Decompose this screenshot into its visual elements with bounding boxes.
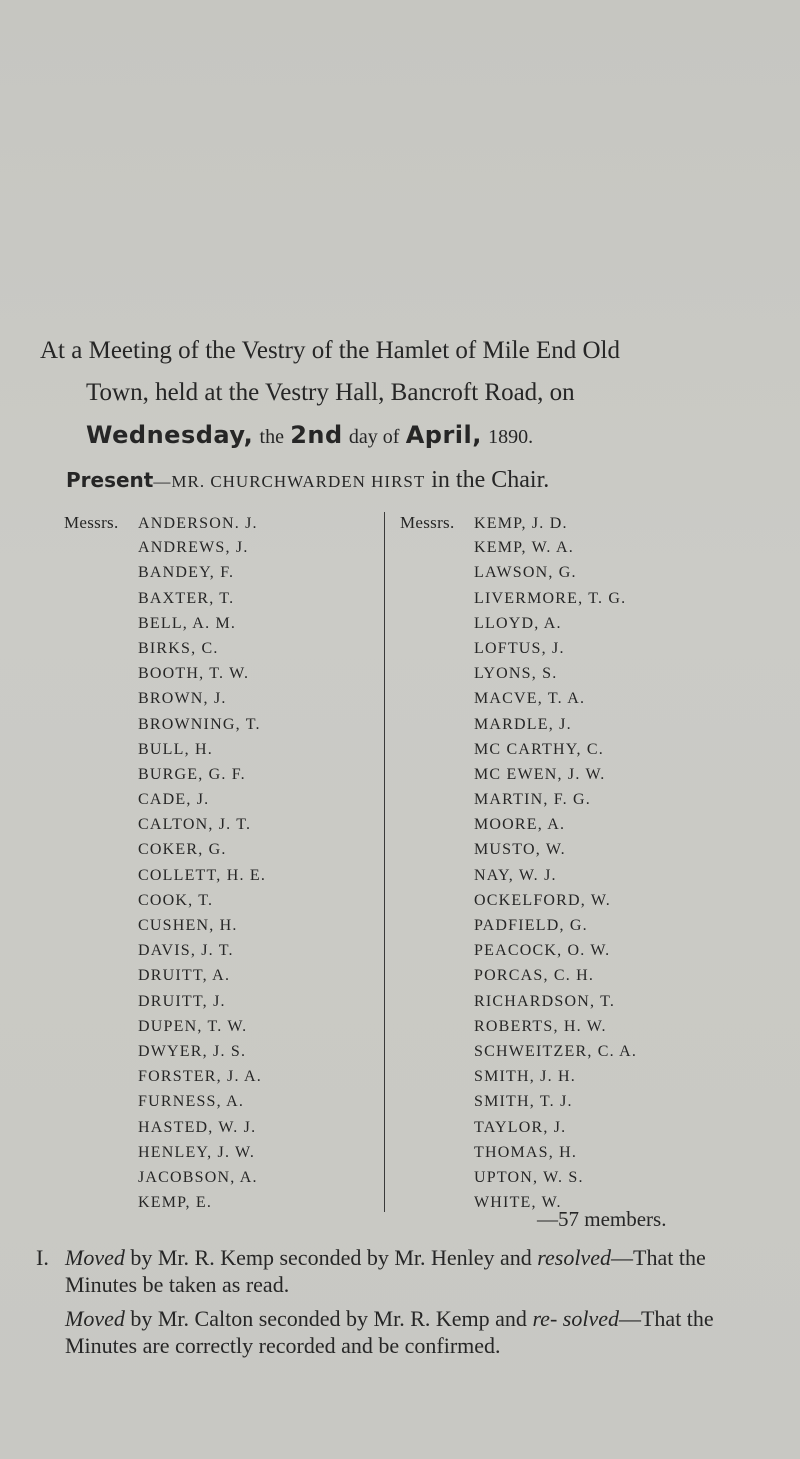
attendee-name: CUSHEN, H. bbox=[138, 917, 238, 934]
attendee-name: BROWNING, T. bbox=[138, 715, 261, 733]
attendee-name: FORSTER, J. A. bbox=[138, 1068, 262, 1086]
attendee-row bbox=[400, 888, 637, 913]
attendee-name: MOORE, A. bbox=[474, 816, 566, 834]
attendee-row bbox=[64, 787, 266, 812]
attendee-row bbox=[400, 989, 637, 1014]
attendee-row bbox=[64, 963, 266, 988]
chair-name: —MR. CHURCHWARDEN HIRST bbox=[153, 472, 426, 491]
item2-text-1: by Mr. Calton seconded by Mr. R. Kemp and bbox=[130, 1306, 527, 1331]
attendee-row bbox=[400, 1165, 637, 1190]
attendee-row bbox=[400, 837, 637, 862]
attendee-name: LAWSON, G. bbox=[474, 564, 577, 582]
minute-item-1 bbox=[36, 1244, 736, 1298]
attendance-right-column bbox=[400, 510, 637, 1215]
attendee-name: DRUITT, A. bbox=[138, 967, 231, 985]
month: April, bbox=[405, 421, 482, 449]
present-line bbox=[66, 467, 549, 494]
attendee-row bbox=[64, 837, 266, 862]
attendee-row bbox=[64, 1165, 266, 1190]
chair-suffix: in the Chair. bbox=[431, 467, 550, 493]
attendee-row bbox=[64, 712, 266, 737]
attendee-name: BULL, H. bbox=[138, 740, 213, 758]
attendee-name: LYONS, S. bbox=[474, 665, 558, 683]
member-total: —57 members. bbox=[537, 1207, 667, 1231]
attendee-name: PADFIELD, G. bbox=[474, 917, 588, 934]
attendee-row bbox=[400, 787, 637, 812]
attendee-name: BELL, A. M. bbox=[138, 614, 237, 632]
attendee-row bbox=[64, 510, 266, 535]
attendee-name: LOFTUS, J. bbox=[474, 639, 565, 657]
date-the: the bbox=[259, 426, 284, 448]
attendance-left-column bbox=[64, 510, 266, 1215]
minute-item-2 bbox=[36, 1305, 736, 1359]
attendee-name: HENLEY, J. W. bbox=[138, 1143, 256, 1161]
attendee-row bbox=[400, 1039, 637, 1064]
attendee-row bbox=[400, 712, 637, 737]
attendee-row bbox=[64, 1115, 266, 1140]
moved-word: Moved bbox=[65, 1245, 125, 1270]
attendee-name: PEACOCK, O. W. bbox=[474, 942, 611, 960]
attendee-row bbox=[64, 812, 266, 837]
attendee-name: BIRKS, C. bbox=[138, 639, 219, 657]
messrs-label: Messrs. bbox=[400, 513, 455, 532]
attendee-row bbox=[400, 636, 637, 661]
attendee-row bbox=[400, 1089, 637, 1114]
attendee-row bbox=[64, 888, 266, 913]
attendee-row bbox=[400, 1014, 637, 1039]
attendee-row bbox=[400, 863, 637, 888]
attendee-name: DUPEN, T. W. bbox=[138, 1017, 248, 1035]
item1-text-1: by Mr. R. Kemp seconded by Mr. Henley and bbox=[130, 1245, 532, 1270]
attendee-name: BURGE, G. F. bbox=[138, 765, 246, 783]
attendee-row bbox=[400, 812, 637, 837]
item2-text-2: —That the Minutes are correctly recorded and be confirmed. bbox=[65, 1306, 714, 1358]
attendee-name: CALTON, J. T. bbox=[138, 816, 252, 834]
attendee-row bbox=[64, 611, 266, 636]
attendee-name: SMITH, J. H. bbox=[474, 1068, 576, 1086]
resolved-word: resolved bbox=[537, 1245, 612, 1270]
moved-word-2: Moved bbox=[65, 1306, 125, 1331]
attendee-name: BANDEY, F. bbox=[138, 564, 235, 582]
attendee-row bbox=[400, 938, 637, 963]
attendee-row bbox=[64, 560, 266, 585]
meeting-heading bbox=[40, 330, 730, 458]
item1-text-2: —That the Minutes be taken as read. bbox=[65, 1245, 706, 1297]
attendee-row bbox=[400, 611, 637, 636]
attendee-row bbox=[400, 737, 637, 762]
attendee-row bbox=[64, 686, 266, 711]
attendee-name: THOMAS, H. bbox=[474, 1143, 578, 1161]
attendee-name: UPTON, W. S. bbox=[474, 1168, 584, 1186]
attendee-name: MACVE, T. A. bbox=[474, 690, 586, 708]
attendee-name: WHITE, W. bbox=[474, 1194, 562, 1212]
attendee-name: COKER, G. bbox=[138, 841, 227, 859]
attendee-row bbox=[400, 686, 637, 711]
attendee-name: MC CARTHY, C. bbox=[474, 740, 604, 758]
attendee-name: BOOTH, T. W. bbox=[138, 665, 250, 683]
year: 1890. bbox=[488, 426, 534, 448]
attendee-name: MARDLE, J. bbox=[474, 715, 572, 733]
attendee-name: PORCAS, C. H. bbox=[474, 967, 595, 985]
attendee-row bbox=[400, 963, 637, 988]
attendee-row bbox=[64, 1089, 266, 1114]
weekday: Wednesday, bbox=[86, 421, 254, 449]
resolved-word-2: re- solved bbox=[532, 1306, 619, 1331]
attendee-row bbox=[64, 938, 266, 963]
attendee-name: SCHWEITZER, C. A. bbox=[474, 1042, 638, 1060]
attendee-name: KEMP, E. bbox=[138, 1194, 213, 1212]
attendee-row bbox=[400, 1064, 637, 1089]
attendee-name: HASTED, W. J. bbox=[138, 1118, 257, 1136]
attendee-name: DAVIS, J. T. bbox=[138, 942, 234, 960]
attendee-row bbox=[64, 1039, 266, 1064]
attendee-name: TAYLOR, J. bbox=[474, 1118, 567, 1136]
attendee-row bbox=[400, 762, 637, 787]
attendee-row bbox=[64, 762, 266, 787]
attendee-row bbox=[400, 913, 637, 938]
attendee-row bbox=[64, 737, 266, 762]
date-day-of: day of bbox=[348, 426, 400, 448]
attendee-row bbox=[400, 1115, 637, 1140]
attendee-name: ROBERTS, H. W. bbox=[474, 1017, 607, 1035]
attendee-row bbox=[64, 1064, 266, 1089]
attendee-row bbox=[400, 510, 637, 535]
messrs-label: Messrs. bbox=[64, 513, 119, 532]
heading-line-2: Town, held at the Vestry Hall, Bancroft Road, on bbox=[86, 379, 575, 406]
attendee-name: JACOBSON, A. bbox=[138, 1168, 258, 1186]
attendee-row bbox=[64, 1014, 266, 1039]
attendee-row bbox=[400, 560, 637, 585]
attendee-row bbox=[400, 535, 637, 560]
attendee-name: CADE, J. bbox=[138, 791, 210, 809]
minutes-section bbox=[36, 1244, 736, 1366]
attendee-name: DRUITT, J. bbox=[138, 992, 226, 1010]
attendee-row bbox=[64, 661, 266, 686]
day-number: 2nd bbox=[290, 421, 343, 449]
attendee-row bbox=[64, 1190, 266, 1215]
attendee-row bbox=[64, 586, 266, 611]
attendee-name: KEMP, W. A. bbox=[474, 539, 574, 557]
heading-line-1: At a Meeting of the Vestry of the Hamlet of Mile End Old bbox=[40, 337, 620, 364]
attendee-row bbox=[64, 989, 266, 1014]
attendee-name: MUSTO, W. bbox=[474, 841, 566, 859]
attendee-name: KEMP, J. D. bbox=[474, 515, 568, 532]
heading-date-line bbox=[40, 414, 730, 458]
attendee-row bbox=[400, 1140, 637, 1165]
attendee-name: LIVERMORE, T. G. bbox=[474, 589, 627, 607]
attendee-name: MARTIN, F. G. bbox=[474, 791, 591, 809]
attendee-row bbox=[64, 636, 266, 661]
attendee-name: DWYER, J. S. bbox=[138, 1042, 247, 1060]
attendee-row bbox=[64, 913, 266, 938]
present-word: Present bbox=[66, 468, 154, 492]
attendee-name: BAXTER, T. bbox=[138, 589, 235, 607]
attendee-name: OCKELFORD, W. bbox=[474, 891, 611, 909]
attendee-name: RICHARDSON, T. bbox=[474, 992, 616, 1010]
attendee-name: BROWN, J. bbox=[138, 690, 227, 708]
attendee-name: COOK, T. bbox=[138, 891, 214, 909]
item-number: I. bbox=[36, 1245, 49, 1270]
attendee-name: MC EWEN, J. W. bbox=[474, 765, 606, 783]
attendee-name: COLLETT, H. E. bbox=[138, 866, 267, 884]
column-divider bbox=[384, 512, 385, 1212]
attendee-row bbox=[64, 863, 266, 888]
attendee-name: FURNESS, A. bbox=[138, 1093, 245, 1111]
attendee-row bbox=[400, 586, 637, 611]
attendee-row bbox=[64, 535, 266, 560]
attendee-name: ANDREWS, J. bbox=[138, 539, 249, 557]
attendee-name: LLOYD, A. bbox=[474, 614, 562, 632]
attendee-name: ANDERSON. J. bbox=[138, 515, 258, 532]
attendee-name: NAY, W. J. bbox=[474, 866, 557, 884]
attendee-name: SMITH, T. J. bbox=[474, 1093, 573, 1111]
attendee-row bbox=[64, 1140, 266, 1165]
attendee-row bbox=[400, 661, 637, 686]
